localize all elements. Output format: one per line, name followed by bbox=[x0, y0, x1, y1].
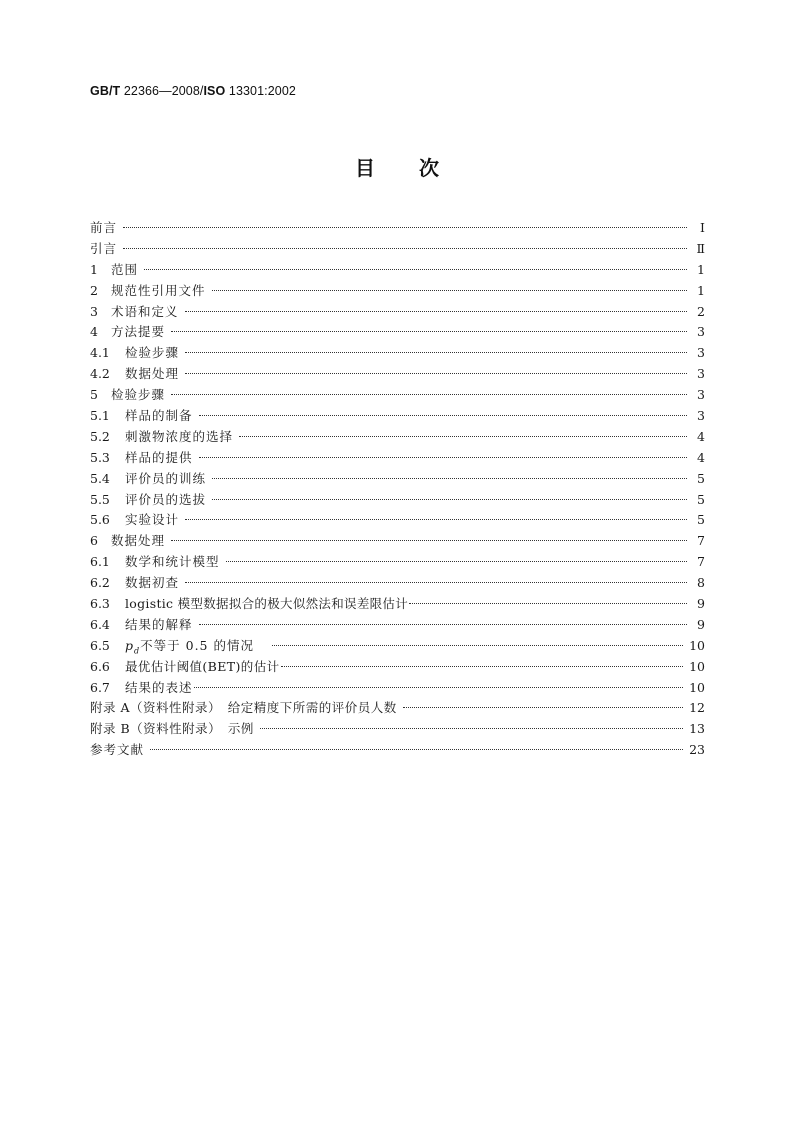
standard-header bbox=[90, 84, 296, 98]
toc-entry-annex-b[interactable] bbox=[90, 719, 705, 740]
leader-dots bbox=[403, 707, 683, 708]
toc-number: 5.2 bbox=[90, 428, 110, 444]
toc-page: 23 bbox=[689, 742, 705, 758]
iso-prefix: ISO bbox=[203, 84, 226, 98]
toc-page: 2 bbox=[697, 303, 705, 319]
toc-number: 5.1 bbox=[90, 408, 110, 424]
toc-label: 样品的提供 bbox=[125, 449, 193, 465]
toc-entry-introduction[interactable] bbox=[90, 239, 705, 260]
toc-entry-5-2[interactable] bbox=[90, 427, 705, 448]
toc-label: 数据处理 bbox=[111, 533, 166, 549]
toc-label: 附录 B（资料性附录） 示例 bbox=[90, 721, 254, 737]
toc-number: 5.3 bbox=[90, 449, 110, 465]
title-char-2: 次 bbox=[419, 156, 439, 180]
toc-page: 10 bbox=[689, 658, 705, 674]
toc-label: 评价员的选拔 bbox=[125, 491, 207, 507]
toc-entry-3[interactable] bbox=[90, 302, 705, 323]
toc-page: 8 bbox=[697, 575, 705, 591]
toc-label: 数据处理 bbox=[125, 366, 180, 382]
toc-label: 评价员的训练 bbox=[125, 470, 207, 486]
toc-label: logistic 模型数据拟合的极大似然法和误差限估计 bbox=[125, 596, 409, 612]
leader-dots bbox=[239, 436, 687, 437]
toc-label: 结果的表述 bbox=[125, 679, 193, 695]
toc-page: 10 bbox=[689, 637, 705, 653]
leader-dots bbox=[212, 499, 687, 500]
leader-dots bbox=[212, 478, 687, 479]
toc-number: 4 bbox=[90, 324, 98, 340]
toc-number: 5.5 bbox=[90, 491, 110, 507]
toc-entry-4-2[interactable] bbox=[90, 364, 705, 385]
toc-number: 5.4 bbox=[90, 470, 110, 486]
toc-entry-6-7[interactable] bbox=[90, 678, 705, 699]
toc-entry-6-2[interactable] bbox=[90, 573, 705, 594]
leader-dots bbox=[123, 227, 687, 228]
toc-number: 6.3 bbox=[90, 596, 110, 612]
page-title bbox=[0, 152, 794, 181]
title-char-1: 目 bbox=[355, 156, 375, 180]
standard-number: 22366—2008/ bbox=[120, 84, 204, 98]
toc-number: 6 bbox=[90, 533, 98, 549]
leader-dots bbox=[226, 561, 687, 562]
toc-number: 2 bbox=[90, 282, 98, 298]
toc-label: 数据初查 bbox=[125, 575, 180, 591]
leader-dots bbox=[185, 352, 687, 353]
leader-dots bbox=[185, 582, 687, 583]
toc-entry-5[interactable] bbox=[90, 385, 705, 406]
toc-entry-5-4[interactable] bbox=[90, 469, 705, 490]
leader-dots bbox=[185, 373, 687, 374]
toc-entry-6-5[interactable] bbox=[90, 636, 705, 657]
toc-page: 3 bbox=[697, 387, 705, 403]
leader-dots bbox=[144, 269, 687, 270]
toc-label: 最优估计阈值(BET)的估计 bbox=[125, 658, 280, 674]
toc-entry-annex-a[interactable] bbox=[90, 698, 705, 719]
toc-label: 刺激物浓度的选择 bbox=[125, 428, 234, 444]
toc-label: 样品的制备 bbox=[125, 408, 193, 424]
leader-dots bbox=[212, 290, 687, 291]
leader-dots bbox=[194, 687, 684, 688]
toc-page: 10 bbox=[689, 679, 705, 695]
toc-entry-1[interactable] bbox=[90, 260, 705, 281]
toc-number: 6.5 bbox=[90, 637, 110, 653]
toc-page: 3 bbox=[697, 366, 705, 382]
leader-dots bbox=[150, 749, 683, 750]
toc-label: 检验步骤 bbox=[125, 345, 180, 361]
leader-dots bbox=[409, 603, 687, 604]
toc-entry-bibliography[interactable] bbox=[90, 740, 705, 761]
toc-number: 6.4 bbox=[90, 616, 110, 632]
toc-number: 4.2 bbox=[90, 366, 110, 382]
toc-label: 范围 bbox=[111, 261, 139, 277]
toc-number: 5 bbox=[90, 387, 98, 403]
toc-page: 13 bbox=[689, 721, 705, 737]
toc-label: 参考文献 bbox=[90, 742, 145, 758]
toc-label: 前言 bbox=[90, 220, 118, 235]
toc-page: 12 bbox=[689, 700, 705, 716]
toc-entry-4-1[interactable] bbox=[90, 343, 705, 364]
toc-label: 方法提要 bbox=[111, 324, 166, 340]
toc-page: 7 bbox=[697, 554, 705, 570]
leader-dots bbox=[199, 457, 687, 458]
toc-number: 6.1 bbox=[90, 554, 110, 570]
toc-page: 9 bbox=[697, 596, 705, 612]
leader-dots bbox=[171, 394, 687, 395]
toc-label: 实验设计 bbox=[125, 512, 180, 528]
variable-p: p bbox=[125, 637, 135, 653]
toc-number: 6.6 bbox=[90, 658, 110, 674]
toc-label: 数学和统计模型 bbox=[125, 554, 220, 570]
toc-entry-5-5[interactable] bbox=[90, 490, 705, 511]
toc-entry-6-4[interactable] bbox=[90, 615, 705, 636]
toc-page: 5 bbox=[697, 512, 705, 528]
toc-page: 3 bbox=[697, 324, 705, 340]
toc-number: 6.2 bbox=[90, 575, 110, 591]
toc-number: 1 bbox=[90, 261, 98, 277]
toc-entry-2[interactable] bbox=[90, 281, 705, 302]
toc-page: Ⅰ bbox=[700, 220, 705, 235]
toc-entry-6[interactable] bbox=[90, 531, 705, 552]
leader-dots bbox=[281, 666, 684, 667]
toc-label: 检验步骤 bbox=[111, 387, 166, 403]
toc-number: 3 bbox=[90, 303, 98, 319]
variable-subscript: d bbox=[134, 646, 141, 656]
leader-dots bbox=[199, 415, 687, 416]
toc-label: 规范性引用文件 bbox=[111, 282, 206, 298]
toc-entry-6-3[interactable] bbox=[90, 594, 705, 615]
toc-entry-5-6[interactable] bbox=[90, 510, 705, 531]
leader-dots bbox=[185, 311, 687, 312]
leader-dots bbox=[199, 624, 687, 625]
toc-page: 1 bbox=[697, 282, 705, 298]
leader-dots bbox=[260, 728, 683, 729]
toc-entry-5-1[interactable] bbox=[90, 406, 705, 427]
leader-dots bbox=[171, 331, 687, 332]
toc-page: 4 bbox=[697, 428, 705, 444]
leader-dots bbox=[272, 645, 683, 646]
toc-entry-foreword[interactable] bbox=[90, 218, 705, 239]
toc-page: Ⅱ bbox=[696, 240, 705, 256]
leader-dots bbox=[171, 540, 687, 541]
toc-page: 5 bbox=[697, 470, 705, 486]
iso-number: 13301:2002 bbox=[225, 84, 296, 98]
toc-entry-6-6[interactable] bbox=[90, 657, 705, 678]
toc-page: 3 bbox=[697, 408, 705, 424]
table-of-contents bbox=[90, 218, 705, 761]
toc-number: 5.6 bbox=[90, 512, 110, 528]
toc-page: 7 bbox=[697, 533, 705, 549]
toc-label-text: 不等于 0.5 的情况 bbox=[140, 637, 254, 653]
toc-entry-4[interactable] bbox=[90, 322, 705, 343]
toc-label: 术语和定义 bbox=[111, 303, 179, 319]
standard-prefix: GB/T bbox=[90, 84, 121, 98]
toc-number: 6.7 bbox=[90, 679, 110, 695]
toc-label: 引言 bbox=[90, 240, 118, 256]
leader-dots bbox=[123, 248, 687, 249]
toc-number: 4.1 bbox=[90, 345, 110, 361]
toc-entry-6-1[interactable] bbox=[90, 552, 705, 573]
toc-page: 1 bbox=[697, 261, 705, 277]
toc-label: 结果的解释 bbox=[125, 616, 193, 632]
toc-page: 4 bbox=[697, 449, 705, 465]
toc-entry-5-3[interactable] bbox=[90, 448, 705, 469]
toc-page: 5 bbox=[697, 491, 705, 507]
toc-page: 3 bbox=[697, 345, 705, 361]
toc-label: 附录 A（资料性附录） 给定精度下所需的评价员人数 bbox=[90, 700, 397, 716]
toc-page: 9 bbox=[697, 616, 705, 632]
leader-dots bbox=[185, 519, 687, 520]
